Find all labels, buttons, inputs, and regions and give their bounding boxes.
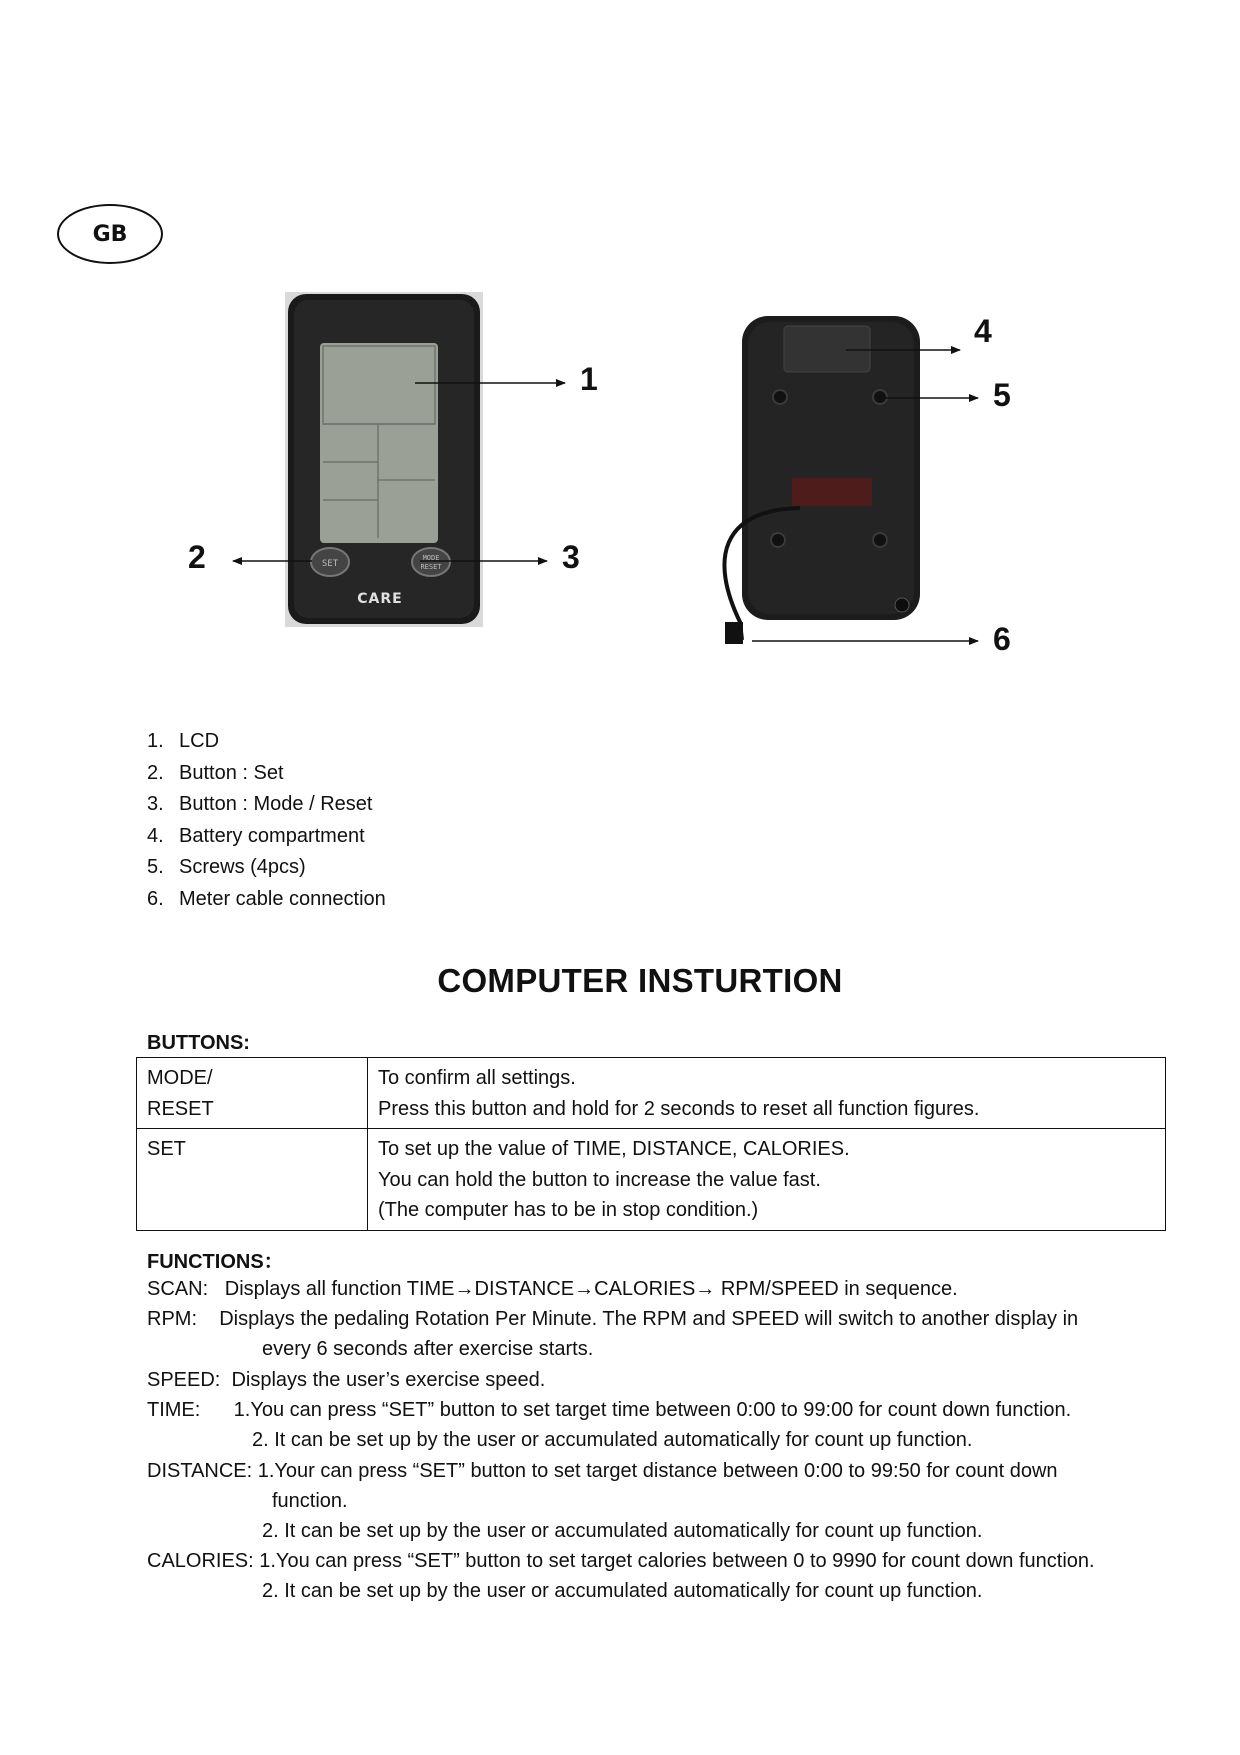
legend-item: 4. Battery compartment — [147, 824, 365, 847]
meter-front-photo — [285, 292, 483, 627]
button-description-cell: To set up the value of TIME, DISTANCE, CALORIES. You can hold the button to increase the value fast. (The computer has to be in stop condition.) — [368, 1129, 1166, 1231]
legend-item: 6. Meter cable connection — [147, 887, 386, 910]
brand-logo: CARE — [357, 591, 403, 607]
function-line: CALORIES: 1.You can press “SET” button to set target calories between 0 to 9990 for count down function. — [147, 1550, 1095, 1572]
battery-compartment — [784, 326, 870, 372]
language-badge: GB — [57, 204, 163, 264]
function-line: SPEED: Displays the user’s exercise speed. — [147, 1369, 546, 1391]
meter-back-photo — [724, 316, 920, 644]
cable-connector — [725, 622, 743, 644]
cable-port — [895, 598, 909, 612]
mode-label: MODE — [422, 554, 440, 562]
function-line: SCAN: Displays all function TIME→DISTANCE→CALORIES→ RPM/SPEED in sequence. — [147, 1278, 958, 1300]
table-row — [137, 1129, 1166, 1231]
function-line: TIME: 1.You can press “SET” button to set target time between 0:00 to 99:00 for count down function. — [147, 1399, 1072, 1421]
screw — [773, 390, 787, 404]
legend-item: 5. Screws (4pcs) — [147, 856, 306, 878]
functions-heading: FUNCTIONS： — [147, 1251, 284, 1273]
document-title: COMPUTER INSTURTION — [437, 962, 843, 999]
buttons-heading: BUTTONS: — [147, 1032, 250, 1054]
legend-item: 3. Button : Mode / Reset — [147, 793, 373, 815]
button-name-cell: MODE/ RESET — [137, 1058, 368, 1129]
lcd-screen — [320, 343, 438, 543]
function-line: 2. It can be set up by the user or accumulated automatically for count up function. — [252, 1429, 973, 1451]
function-line: DISTANCE: 1.Your can press “SET” button to set target distance between 0:00 to 99:50 for count down — [147, 1460, 1058, 1482]
callout-2: 2 — [188, 539, 206, 575]
screw — [873, 390, 887, 404]
function-line: RPM: Displays the pedaling Rotation Per Minute. The RPM and SPEED will switch to another display in — [147, 1308, 1079, 1330]
button-name-cell: SET — [137, 1129, 368, 1231]
callout-5: 5 — [993, 377, 1011, 413]
callout-6: 6 — [993, 621, 1011, 657]
table-row — [137, 1058, 1166, 1129]
parts-legend — [147, 726, 386, 915]
function-line: 2. It can be set up by the user or accumulated automatically for count up function. — [262, 1580, 983, 1602]
buttons-table — [136, 1057, 1166, 1231]
reset-label: RESET — [420, 563, 442, 571]
function-line: every 6 seconds after exercise starts. — [262, 1338, 594, 1360]
mode-reset-button-photo — [412, 548, 450, 576]
callout-4: 4 — [974, 313, 992, 349]
set-button-label: SET — [321, 559, 339, 569]
screw — [873, 533, 887, 547]
button-description-cell: To confirm all settings. Press this button and hold for 2 seconds to reset all function figures. — [368, 1058, 1166, 1129]
product-figure — [0, 0, 1240, 700]
screw — [771, 533, 785, 547]
callout-3: 3 — [562, 539, 580, 575]
callout-1: 1 — [580, 361, 598, 397]
legend-item: 2. Button : Set — [147, 761, 284, 784]
function-line: function. — [272, 1490, 348, 1512]
legend-item: 1. LCD — [147, 730, 220, 752]
function-line: 2. It can be set up by the user or accumulated automatically for count up function. — [262, 1520, 983, 1542]
